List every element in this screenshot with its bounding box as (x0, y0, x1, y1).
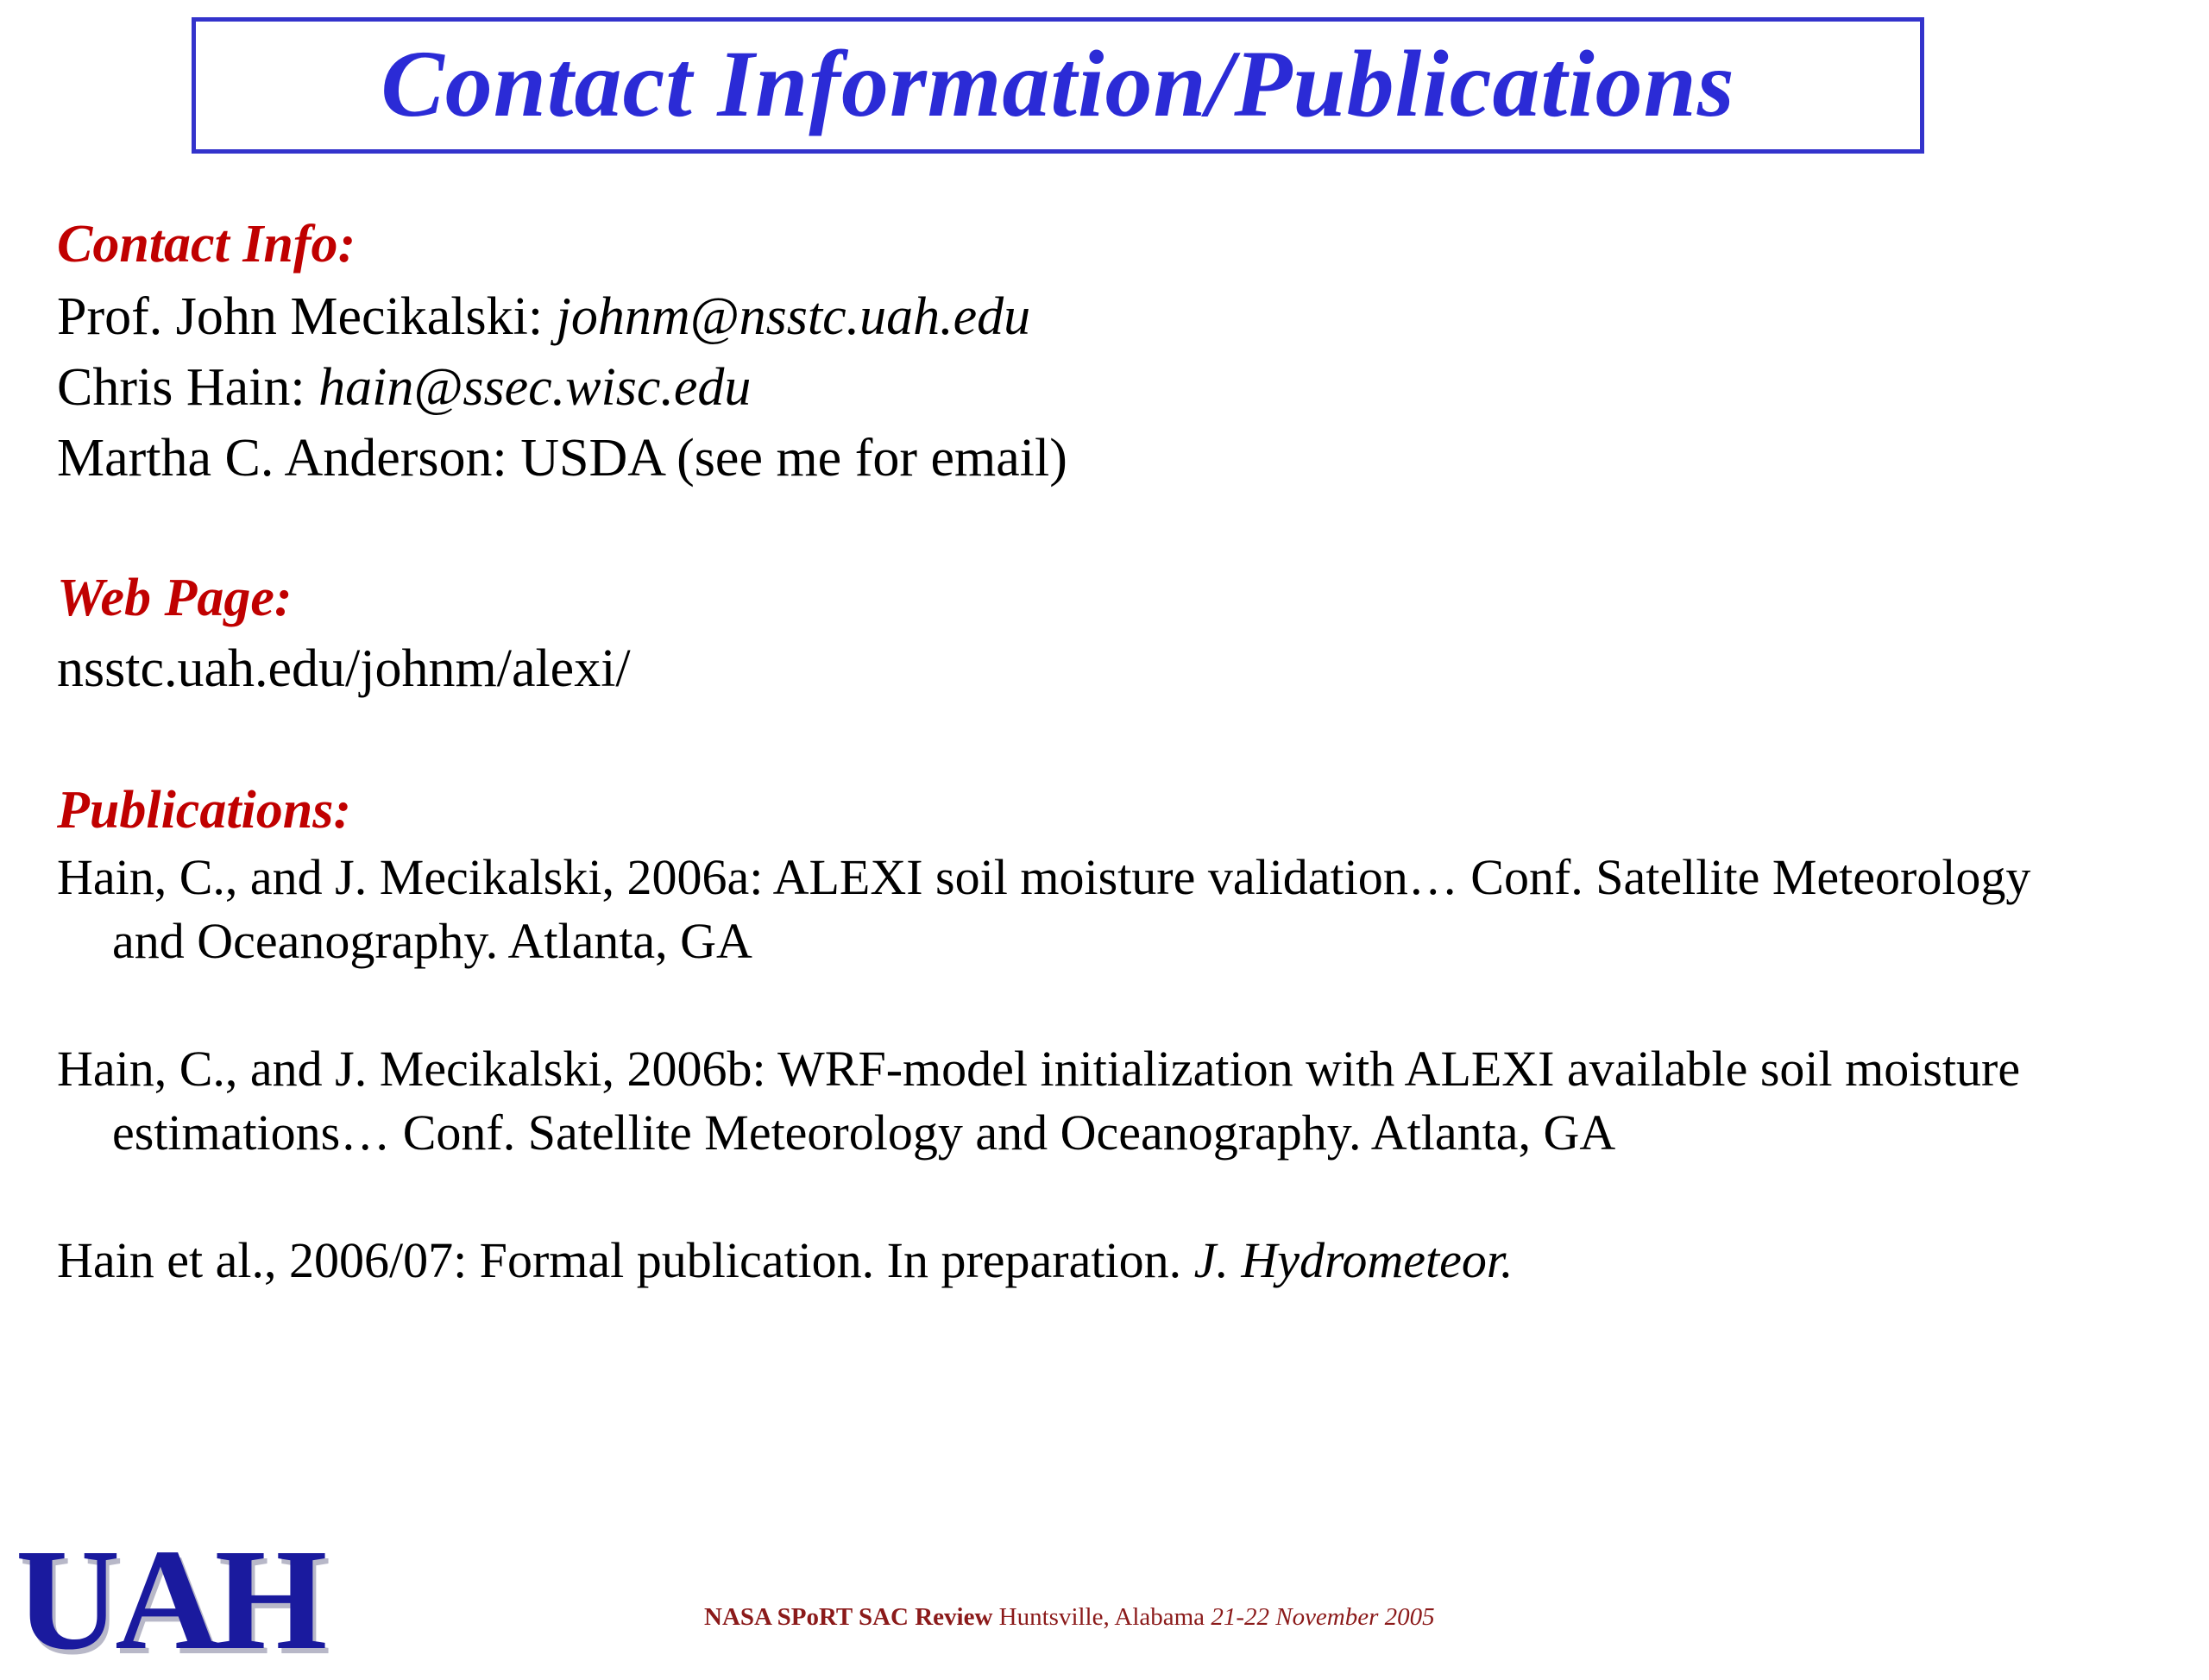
contact-entry-2 (57, 358, 752, 417)
publication-text: Hain et al., 2006/07: Formal publication. In preparation. (57, 1232, 1194, 1288)
contact-name: Chris Hain: (57, 358, 319, 417)
contact-name: Martha C. Anderson: USDA (see me for email) (57, 429, 1067, 488)
web-url[interactable]: nsstc.uah.edu/johnm/alexi/ (57, 639, 631, 698)
footer (704, 1603, 1435, 1632)
contact-email[interactable]: johnm@nsstc.uah.edu (556, 287, 1031, 346)
footer-location: Huntsville, Alabama (992, 1603, 1211, 1631)
publications-heading: Publications: (57, 781, 352, 840)
web-heading: Web Page: (57, 569, 293, 627)
contact-name: Prof. John Mecikalski: (57, 287, 557, 346)
publication-item (57, 1229, 2097, 1293)
footer-event: NASA SPoRT SAC Review (704, 1603, 993, 1631)
contact-heading: Contact Info: (57, 215, 356, 274)
footer-date: 21-22 November 2005 (1211, 1603, 1435, 1631)
page-title: Contact Information/Publications (381, 30, 1735, 136)
title-box (192, 17, 1924, 154)
contact-email[interactable]: hain@ssec.wisc.edu (318, 358, 752, 417)
publication-text: Hain, C., and J. Mecikalski, 2006a: ALEXI soil moisture validation… Conf. Satellite Meteorology and Oceanography. Atlanta, GA (57, 849, 2031, 969)
uah-logo: UAH (16, 1520, 323, 1680)
contact-entry-3 (57, 429, 1067, 488)
publication-item (57, 1037, 2097, 1165)
contact-entry-1 (57, 287, 1031, 346)
publication-text: Hain, C., and J. Mecikalski, 2006b: WRF-model initialization with ALEXI available soil moisture estimations… Conf. Satellite Meteorology and Oceanography. Atlanta, GA (57, 1041, 2021, 1161)
publication-item (57, 846, 2097, 973)
publication-journal: J. Hydrometeor. (1193, 1232, 1514, 1288)
